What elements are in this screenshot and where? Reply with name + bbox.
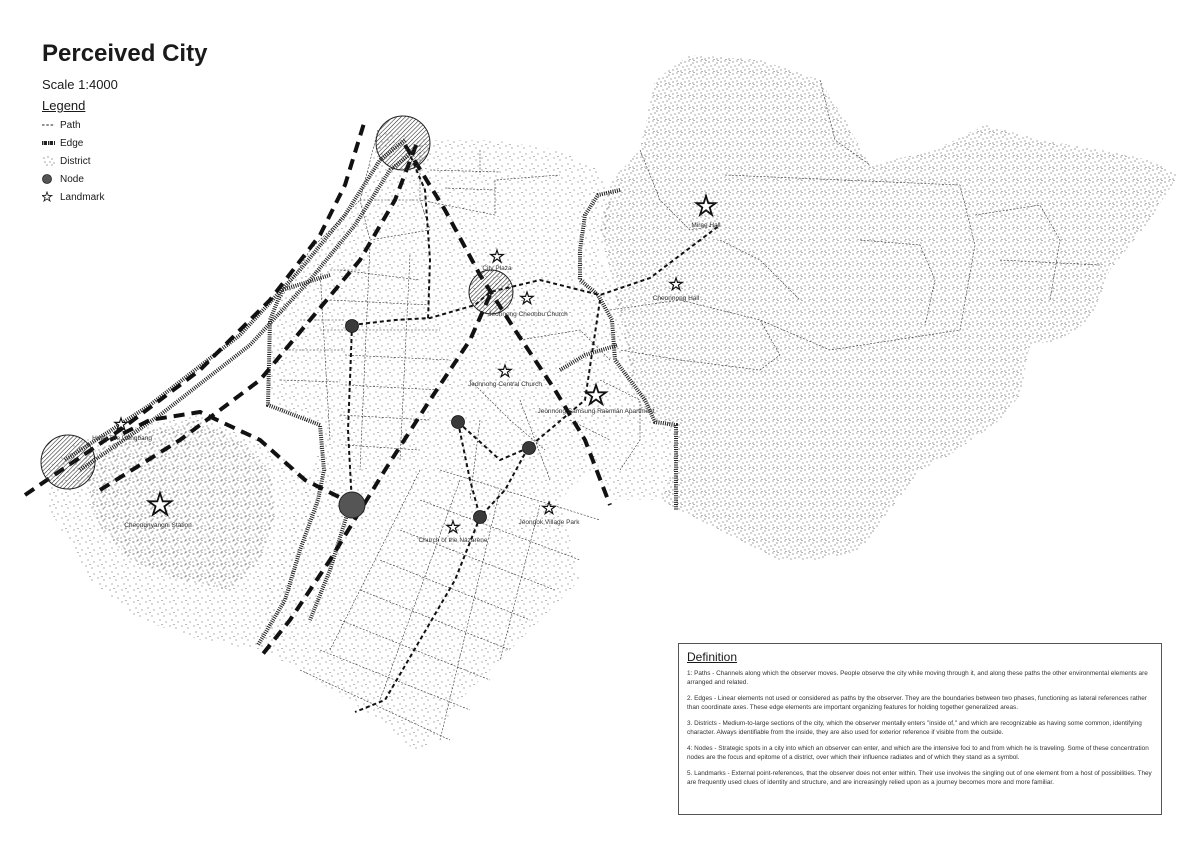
- legend-item-edge: [42, 134, 104, 152]
- node-major: [41, 435, 95, 489]
- node-major: [376, 116, 430, 170]
- landmark-label-cheonnong-hall: Cheonnong Hall: [652, 295, 700, 302]
- node-minor: [474, 511, 487, 524]
- district-icon: [42, 155, 56, 167]
- landmark-label-cheonbu-church: Jeonnong Cheonbu Church: [488, 311, 568, 318]
- legend-title: Legend: [42, 98, 86, 113]
- legend-label: Path: [60, 119, 81, 131]
- map-scale: Scale 1:4000: [42, 77, 118, 92]
- node-major: [469, 270, 513, 314]
- node-major: [339, 492, 365, 518]
- landmark-label-cheongnyangni-station: Cheongnyangni Station: [124, 522, 192, 529]
- legend-item-landmark: [42, 188, 104, 206]
- landmark-label-raemian-apartment: Jeonnong Samsung Raemian Apartment: [537, 408, 655, 415]
- legend-label: District: [60, 155, 91, 167]
- legend-label: Landmark: [60, 191, 105, 203]
- edge-icon: [42, 137, 56, 149]
- path-icon: [42, 119, 56, 131]
- star-icon: [42, 191, 56, 203]
- landmark-label-city-plaza: City Plaza: [482, 265, 512, 272]
- definition-box: [678, 643, 1162, 815]
- landmark-label-mirae-hall: Mirae Hall: [691, 222, 721, 229]
- node-minor: [523, 442, 536, 455]
- landmark-label-hotel-dongbang: Hotel The Dongbang: [92, 435, 152, 442]
- legend-item-district: [42, 152, 104, 170]
- landmark-label-jeongok-village-park: Jeongok Village Park: [518, 519, 580, 526]
- definition-item-nodes: 4: Nodes - Strategic spots in a city into which an observer can enter, and which are the intensive foci to and from which he is traveling. Some of these concentration nodes are the focus and epitome of a district, over which their influence radiates and of which they stand as a symbol.: [687, 745, 1149, 761]
- legend-label: Node: [60, 173, 84, 185]
- legend-item-path: [42, 116, 104, 134]
- district-east: [600, 55, 1178, 560]
- legend-item-node: [42, 170, 104, 188]
- node-minor: [452, 416, 465, 429]
- legend: [42, 98, 104, 206]
- node-icon: [42, 173, 56, 185]
- landmark-label-central-church: Jeonnong Central Church: [467, 381, 543, 388]
- definition-title: Definition: [687, 650, 738, 664]
- definition-item-landmarks: 5. Landmarks - External point-references, that the observer does not enter within. Their use involves the singling out of one element from a host of possibilities. They are frequently used clues of identity and structure, and are increasingly relied upon as a journey becomes more and more familiar.: [687, 770, 1152, 786]
- node-minor: [346, 320, 359, 333]
- page-title: Perceived City: [42, 40, 208, 67]
- definition-item-districts: 3. Districts - Medium-to-large sections of the city, which the observer mentally enters "inside of," and which are recognizable as having some common, identifying character. Always identifiable from the inside, they are also used for exterior reference if visible from the outside.: [687, 720, 1142, 736]
- definition-item-paths: 1: Paths - Channels along which the observer moves. People observe the city while moving through it, and along these paths the other environmental elements are arranged and related.: [687, 670, 1148, 686]
- definition-item-edges: 2. Edges - Linear elements not used or considered as paths by the observer. They are the boundaries between two phases, functioning as lateral references rather than coordinate axes. These edge elements are important organizing features for holding together generalized areas.: [687, 695, 1147, 711]
- legend-label: Edge: [60, 137, 84, 149]
- landmark-label-church-nazarene: Church of the Nazarene: [418, 537, 488, 544]
